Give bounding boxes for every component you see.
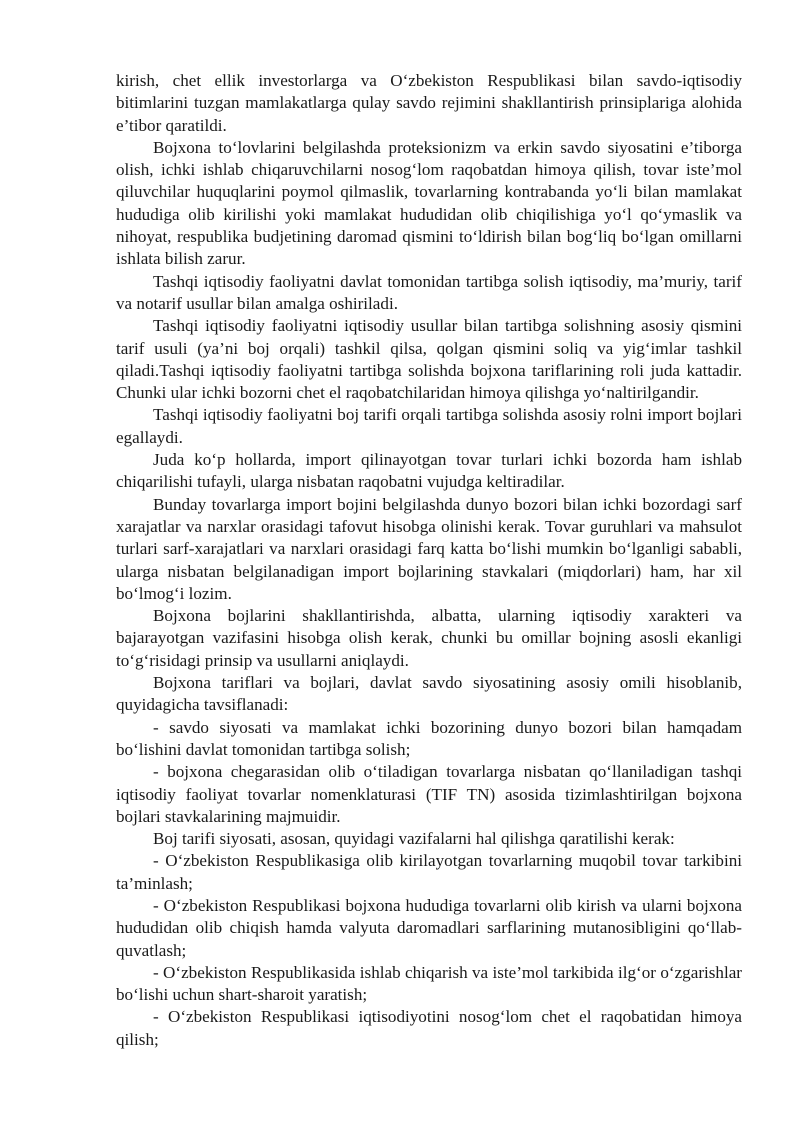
document-page bbox=[116, 70, 742, 1051]
paragraph-10: Boj tarifi siyosati, asosan, quyidagi vazifalarni hal qilishga qaratilishi kerak: bbox=[153, 829, 675, 849]
paragraph-1: kirish, chet ellik investorlarga va O‘zbekiston Respublikasi bilan savdo-iqtisodiy bitimlarini tuzgan mamlakatlarga qulay savdo rejimini shakllantirish prinsiplariga alohida e’tibor qaratildi. bbox=[116, 71, 742, 135]
list-item-1: - savdo siyosati va mamlakat ichki bozorining dunyo bozori bilan hamqadam bo‘lishini davlat tomonidan tartibga solish; bbox=[116, 717, 742, 759]
paragraph-3: Tashqi iqtisodiy faoliyatni davlat tomonidan tartibga solish iqtisodiy, ma’muriy, tarif va notarif usullar bilan amalga oshiriladi. bbox=[116, 271, 742, 313]
paragraph-8: Bojxona bojlarini shakllantirishda, albatta, ularning iqtisodiy xarakteri va bajarayotgan vazifasini hisobga olish kerak, chunki bu omillar bojning asosli ekanligi to‘g‘risidagi prinsip va usullarni aniqlaydi. bbox=[116, 606, 742, 670]
paragraph-6: Juda ko‘p hollarda, import qilinayotgan tovar turlari ichki bozorda ham ishlab chiqarilishi tufayli, ularga nisbatan raqobatni vujudga keltiradilar. bbox=[116, 450, 742, 492]
paragraph-7: Bunday tovarlarga import bojini belgilashda dunyo bozori bilan ichki bozordagi sarf xarajatlar va narxlar orasidagi tafovut hisobga olinishi kerak. Tovar guruhlari va mahsulot turlari sarf-xarajatlari va narxlari orasidagi farq katta bo‘lishi mumkin bo‘lganligi sababli, ularga nisbatan belgilanadigan import bojlarining stavkalari (miqdorlari) ham, har xil bo‘lmog‘i lozim. bbox=[116, 494, 742, 603]
list-item-4: - O‘zbekiston Respublikasi bojxona hududiga tovarlarni olib kirish va ularni bojxona hududidan olib chiqish hamda valyuta daromadlari sarflarining mutanosibligini qo‘llab-quvatlash; bbox=[116, 895, 742, 960]
paragraph-2: Bojxona to‘lovlarini belgilashda proteksionizm va erkin savdo siyosatini e’tiborga olish, ichki ishlab chiqaruvchilarni nosog‘lom raqobatdan himoya qilish, tovar iste’mol qiluvchilar huquqlarini poymol qilmaslik, tovarlarning kontrabanda yo‘li bilan mamlakat hududiga olib kirilishi yoki mamlakat hududidan olib chiqilishiga yo‘l qo‘ymaslik va nihoyat, respublika budjetining daromad qismini to‘ldirish bilan bog‘liq bo‘lgan omillarni ishlata bilish zarur. bbox=[116, 137, 742, 269]
paragraph-5: Tashqi iqtisodiy faoliyatni boj tarifi orqali tartibga solishda asosiy rolni import bojlari egallaydi. bbox=[116, 405, 742, 447]
paragraph-9: Bojxona tariflari va bojlari, davlat savdo siyosatining asosiy omili hisoblanib, quyidagicha tavsiflanadi: bbox=[116, 673, 742, 715]
list-item-5: - O‘zbekiston Respublikasida ishlab chiqarish va iste’mol tarkibida ilg‘or o‘zgarishlar bo‘lishi uchun shart-sharoit yaratish; bbox=[116, 962, 742, 1005]
paragraph-4: Tashqi iqtisodiy faoliyatni iqtisodiy usullar bilan tartibga solishning asosiy qismini tarif usuli (ya’ni boj orqali) tashkil qilsa, qolgan qismini soliq va yig‘imlar tashkil qiladi.Tashqi iqtisodiy faoliyatni tartibga solishda bojxona tariflarining roli juda kattadir. Chunki ular ichki bozorni chet el raqobatchilaridan himoya qilishga yo‘naltirilgandir. bbox=[116, 316, 742, 403]
list-item-2: - bojxona chegarasidan olib o‘tiladigan tovarlarga nisbatan qo‘llaniladigan tashqi iqtisodiy faoliyat tovarlar nomenklaturasi (TIF TN) asosida tizimlashtirilgan bojxona bojlari stavkalarining majmuidir. bbox=[116, 762, 742, 826]
list-item-6: - O‘zbekiston Respublikasi iqtisodiyotini nosog‘lom chet el raqobatidan himoya qilish; bbox=[116, 1007, 742, 1049]
list-item-3: - O‘zbekiston Respublikasiga olib kirilayotgan tovarlarning muqobil tovar tarkibini ta’minlash; bbox=[116, 851, 742, 893]
